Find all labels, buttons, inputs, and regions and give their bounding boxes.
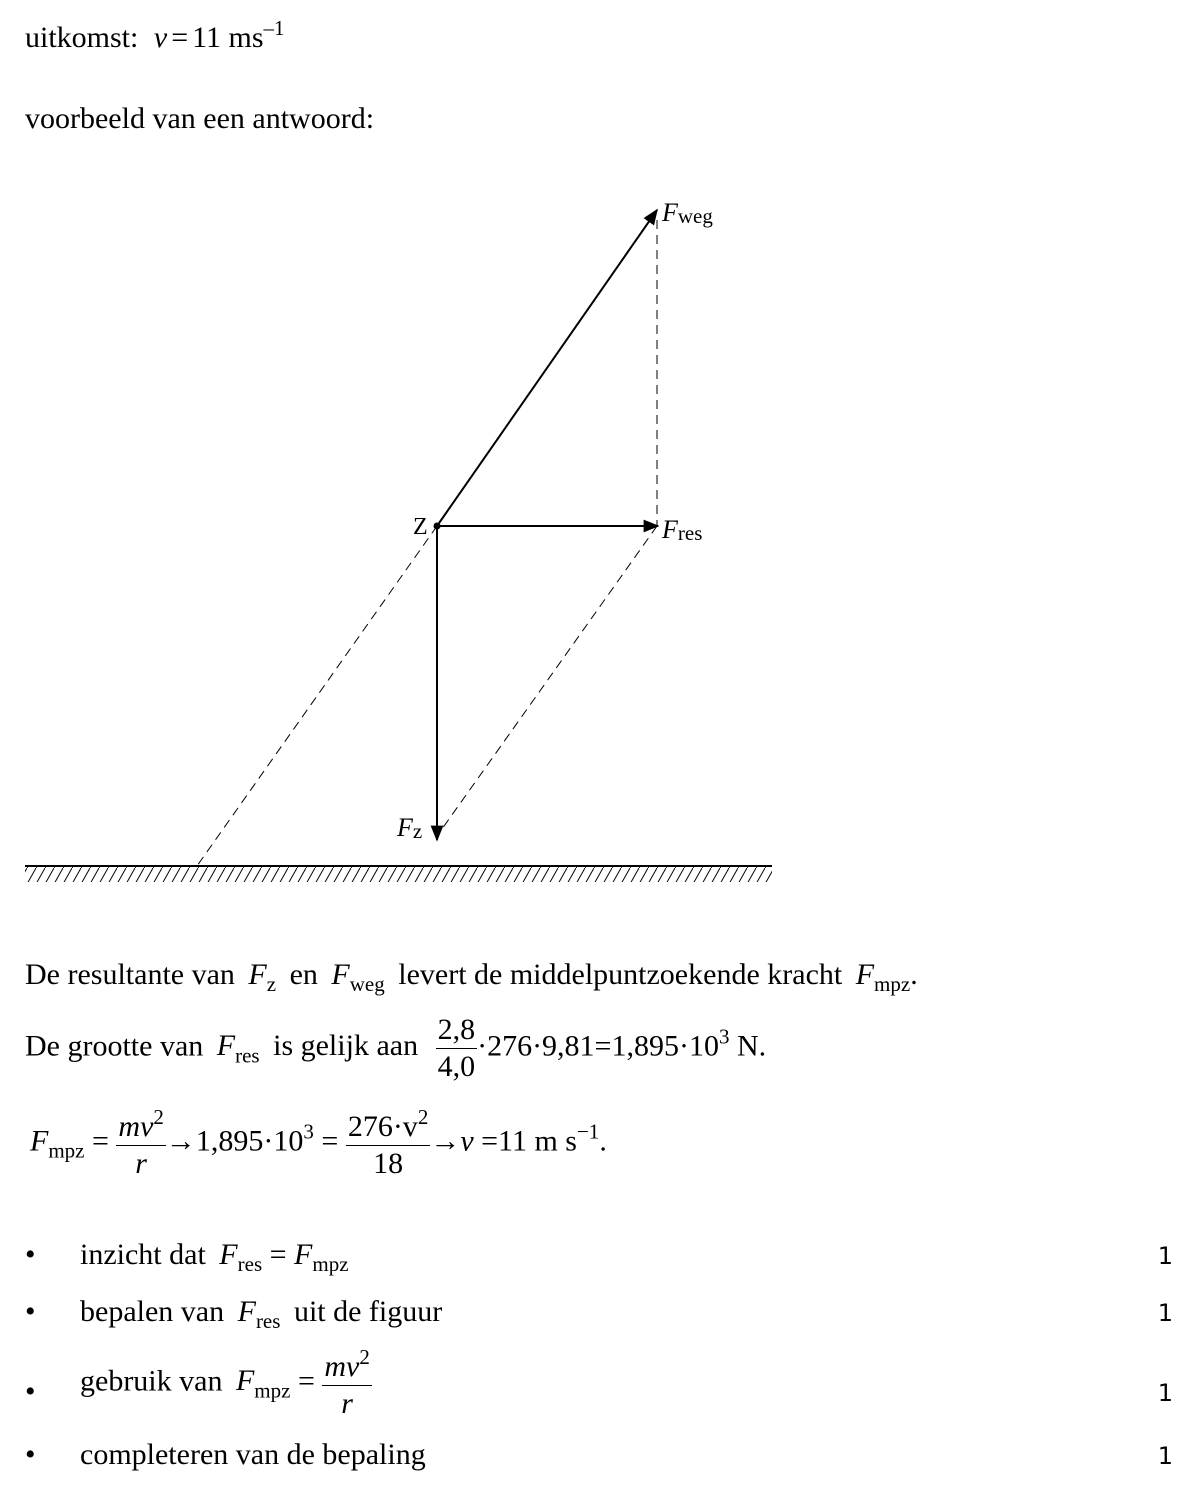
line3-mid: →1,895·10 (165, 1124, 304, 1158)
criterion-bullet: • (25, 1375, 36, 1408)
point-z-label: Z (413, 514, 428, 540)
criterion-2-content (80, 1297, 442, 1332)
criterion-2-f: F (237, 1295, 256, 1328)
criterion-1-eq: = (262, 1238, 295, 1271)
force-diagram (0, 180, 800, 900)
outcome-unit-s: s (251, 21, 264, 54)
line3-s: mpz (48, 1138, 85, 1163)
line2-text-2: is gelijk aan (273, 1029, 419, 1063)
criterion-4-text: completeren van de bepaling (80, 1438, 426, 1471)
criterion-bullet: • (25, 1438, 36, 1471)
criterion-1-f1: F (219, 1238, 238, 1271)
criterion-3-eq: = (290, 1364, 315, 1398)
criterion-3 (25, 1345, 1175, 1435)
line2-numerator: 2,8 (436, 1012, 478, 1049)
explanation-line-2 (25, 1012, 766, 1085)
criterion-1-s1: res (237, 1252, 263, 1276)
ground-hatching (25, 867, 772, 882)
outcome-unit-m: m (228, 21, 252, 54)
line2-fraction (436, 1012, 478, 1085)
line3-fraction-b (346, 1105, 431, 1182)
line3-end: =11 m s (473, 1124, 577, 1158)
criterion-1-content (80, 1240, 349, 1275)
outcome-label: uitkomst: (25, 21, 139, 54)
criterion-bullet: • (25, 1238, 36, 1271)
line3-denominator-a: r (135, 1147, 147, 1180)
line1-text-1: De resultante van (25, 958, 235, 991)
criterion-3-points: 1 (1157, 1379, 1173, 1407)
label-f-z: Fz (397, 813, 423, 843)
line1-f3: F (855, 958, 875, 991)
criterion-3-numerator: $mv^2$ (322, 1345, 371, 1386)
outcome-unit-exp: –1 (263, 16, 285, 40)
line3-denominator-b: 18 (373, 1147, 404, 1180)
line3-numerator-b: $276\cdot v^2$ (346, 1105, 431, 1146)
criterion-1-text: inzicht dat (80, 1238, 206, 1271)
explanation-line-3 (30, 1105, 607, 1182)
criterion-4 (25, 1440, 1175, 1470)
criterion-1-s2: mpz (312, 1252, 349, 1276)
line1-f2: F (331, 958, 350, 991)
line3-arrow: → (430, 1124, 461, 1158)
outcome-eq: = (171, 21, 189, 54)
line2-s: res (235, 1043, 260, 1068)
criterion-3-fraction (322, 1345, 371, 1422)
line2-text-1: De grootte van (25, 1029, 204, 1063)
criterion-1-points: 1 (1157, 1242, 1173, 1270)
arrow-f-weg (437, 210, 657, 526)
line3-mid-exp: 3 (303, 1119, 314, 1144)
outcome-value: 11 (192, 21, 221, 54)
outcome-line (25, 18, 285, 53)
criterion-3-s: mpz (254, 1378, 291, 1403)
label-f-weg: Fweg (662, 198, 713, 228)
line2-f: F (216, 1029, 236, 1063)
line1-f1: F (248, 958, 267, 991)
criterion-1-f2: F (294, 1238, 313, 1271)
line3-eq2: = (313, 1124, 339, 1158)
criterion-3-denominator: r (341, 1387, 353, 1420)
criterion-bullet: • (25, 1295, 36, 1328)
criterion-1 (25, 1238, 1175, 1276)
criterion-2-text-2: uit de figuur (293, 1295, 443, 1328)
explanation-line-1 (25, 960, 918, 995)
line1-text-4: . (910, 958, 918, 991)
criterion-3-content (80, 1345, 372, 1422)
line1-text-2: en (289, 958, 318, 991)
line3-end-exp: −1 (576, 1119, 600, 1144)
line1-s2: weg (349, 972, 385, 996)
line1-s1: z (266, 972, 277, 996)
line3-v: v (460, 1124, 474, 1158)
criterion-2-points: 1 (1157, 1299, 1173, 1327)
point-z-dot (434, 523, 441, 530)
line3-f: F (30, 1124, 49, 1158)
criterion-3-f: F (235, 1364, 255, 1398)
criterion-3-text: gebruik van (80, 1364, 223, 1398)
line3-fraction-a (116, 1105, 165, 1182)
line2-exp: 3 (718, 1024, 730, 1049)
line3-eq: = (84, 1124, 109, 1158)
criterion-2 (25, 1295, 1175, 1333)
criterion-2-s: res (255, 1309, 281, 1333)
line1-s3: mpz (874, 972, 911, 996)
example-heading: voorbeeld van een antwoord: (25, 102, 375, 135)
line2-unit: N. (729, 1029, 767, 1063)
criterion-2-text: bepalen van (80, 1295, 225, 1328)
line2-rest: ·276·9,81=1,895·10 (477, 1029, 719, 1063)
line3-numerator-a: $mv^2$ (116, 1105, 165, 1146)
line1-text-3: levert de middelpuntzoekende kracht (398, 958, 843, 991)
line3-dot: . (599, 1124, 607, 1158)
line2-denominator: 4,0 (437, 1050, 476, 1083)
label-f-res: Fres (662, 515, 703, 545)
dashed-line-parallel (437, 526, 657, 836)
criterion-4-points: 1 (1157, 1442, 1173, 1470)
outcome-var: v (153, 21, 168, 54)
